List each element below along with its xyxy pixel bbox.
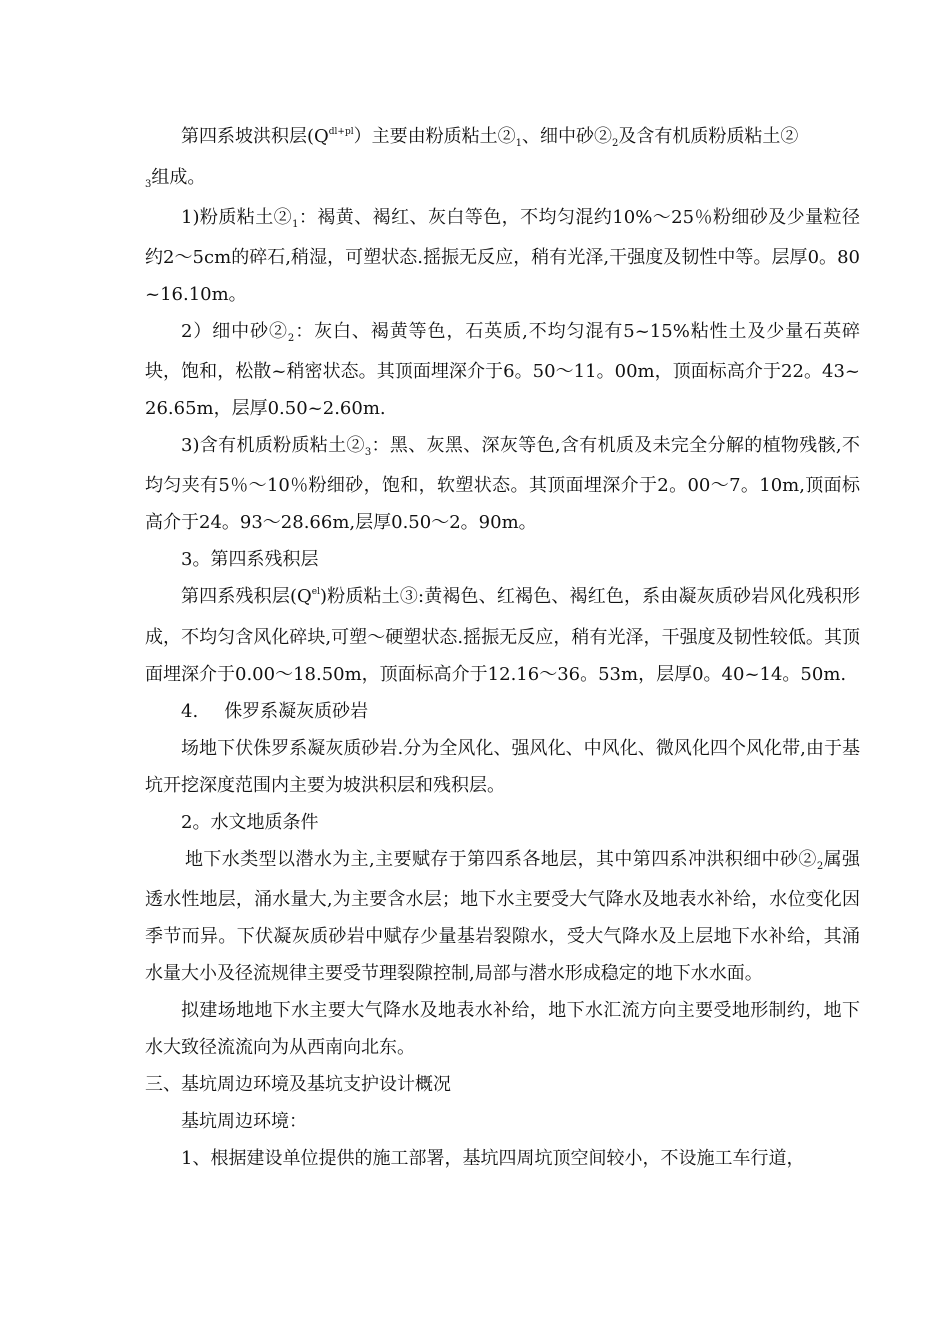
subscript: 1 (515, 138, 522, 149)
subscript: 3 (145, 179, 152, 190)
text-run: 1)粉质粘土② (181, 207, 293, 228)
heading-hydrogeology: 2。水文地质条件 (181, 812, 319, 833)
text-run: 及含有机质粉质粘土② (618, 126, 799, 147)
text-run: )粉质粘土③:黄褐色、红褐色、褐红色，系由凝灰质砂岩风化残积形成，不均匀含风化碎块,可塑～硬塑状态.摇振无反应，稍有光泽，干强度及韧性较低。其顶面埋深介于0.00～18.50m，顶面标高介于12.16～36。53m，层厚0。40~14。50m. (145, 586, 860, 685)
paragraph-groundwater-type (145, 841, 860, 992)
text-run: 3)含有机质粉质粘土② (181, 435, 365, 456)
superscript: el (311, 587, 320, 597)
heading-jurassic-sandstone (145, 693, 860, 730)
text-run: ）主要由粉质粘土② (353, 126, 516, 147)
paragraph-bedrock-description: 场地下伏侏罗系凝灰质砂岩.分为全风化、强风化、中风化、微风化四个风化带,由于基坑开挖深度范围内主要为坡洪积层和残积层。 (145, 738, 860, 796)
paragraph-quaternary-slope-flood-deposit (145, 118, 860, 199)
heading-surrounding-environment: 基坑周边环境： (181, 1111, 307, 1132)
superscript: dl+pl (328, 127, 354, 137)
subscript: 3 (364, 447, 372, 458)
heading-text: 侏罗系凝灰质砂岩 (224, 701, 369, 722)
paragraph-residual-silty-clay (145, 578, 860, 693)
text-run: 2）细中砂② (181, 321, 288, 342)
subscript: 1 (292, 219, 299, 230)
text-run: 、细中砂② (521, 126, 612, 147)
paragraph-organic-silty-clay-3 (145, 427, 860, 541)
heading-section-three: 三、基坑周边环境及基坑支护设计概况 (145, 1074, 451, 1095)
heading-number: 4. (181, 701, 199, 722)
subscript: 2 (287, 333, 295, 344)
text-run: 地下水类型以潜水为主,主要赋存于第四系各地层，其中第四系冲洪积细中砂② (185, 849, 817, 870)
paragraph-groundwater-flow: 拟建场地地下水主要大气降水及地表水补给，地下水汇流方向主要受地形制约，地下水大致径流流向为从西南向北东。 (145, 1000, 860, 1058)
paragraph-construction-layout: 1、根据建设单位提供的施工部署，基坑四周坑顶空间较小，不设施工车行道， (181, 1148, 805, 1169)
text-run: ：灰白、褐黄等色，石英质,不均匀混有5~15%粘性土及少量石英碎块，饱和，松散~稍密状态。其顶面埋深介于6。50～11。00m，顶面标高介于22。43~26.65m，层厚0.50~2.60m. (145, 321, 860, 419)
text-run: 第四系坡洪积层(Q (181, 126, 329, 147)
text-run: 属强透水性地层，涌水量大,为主要含水层；地下水主要受大气降水及地表水补给，水位变化因季节而异。下伏凝灰质砂岩中赋存少量基岩裂隙水，受大气降水及上层地下水补给，其涌水量大小及径流规律主要受节理裂隙控制,局部与潜水形成稳定的地下水水面。 (145, 849, 861, 984)
heading-residual-layer: 3。第四系残积层 (181, 549, 319, 570)
text-run: 组成。 (151, 167, 206, 188)
paragraph-silty-clay-1 (145, 199, 860, 313)
document-body (145, 118, 860, 1177)
paragraph-fine-medium-sand-2 (145, 313, 860, 427)
subscript: 2 (611, 138, 619, 149)
text-run: ：褐黄、褐红、灰白等色，不均匀混约10%～25％粉细砂及少量粒径约2～5cm的碎石,稍湿，可塑状态.摇振无反应，稍有光泽,干强度及韧性中等。层厚0。80~16.10m。 (145, 207, 860, 305)
text-run: 第四系残积层(Q (181, 586, 312, 607)
subscript: 2 (816, 861, 824, 872)
text-run: ：黑、灰黑、深灰等色,含有机质及未完全分解的植物残骸,不均匀夹有5％～10％粉细砂，饱和，软塑状态。其顶面埋深介于2。00～7。10m,顶面标高介于24。93～28.66m,层厚0.50～2。90m。 (145, 435, 860, 533)
